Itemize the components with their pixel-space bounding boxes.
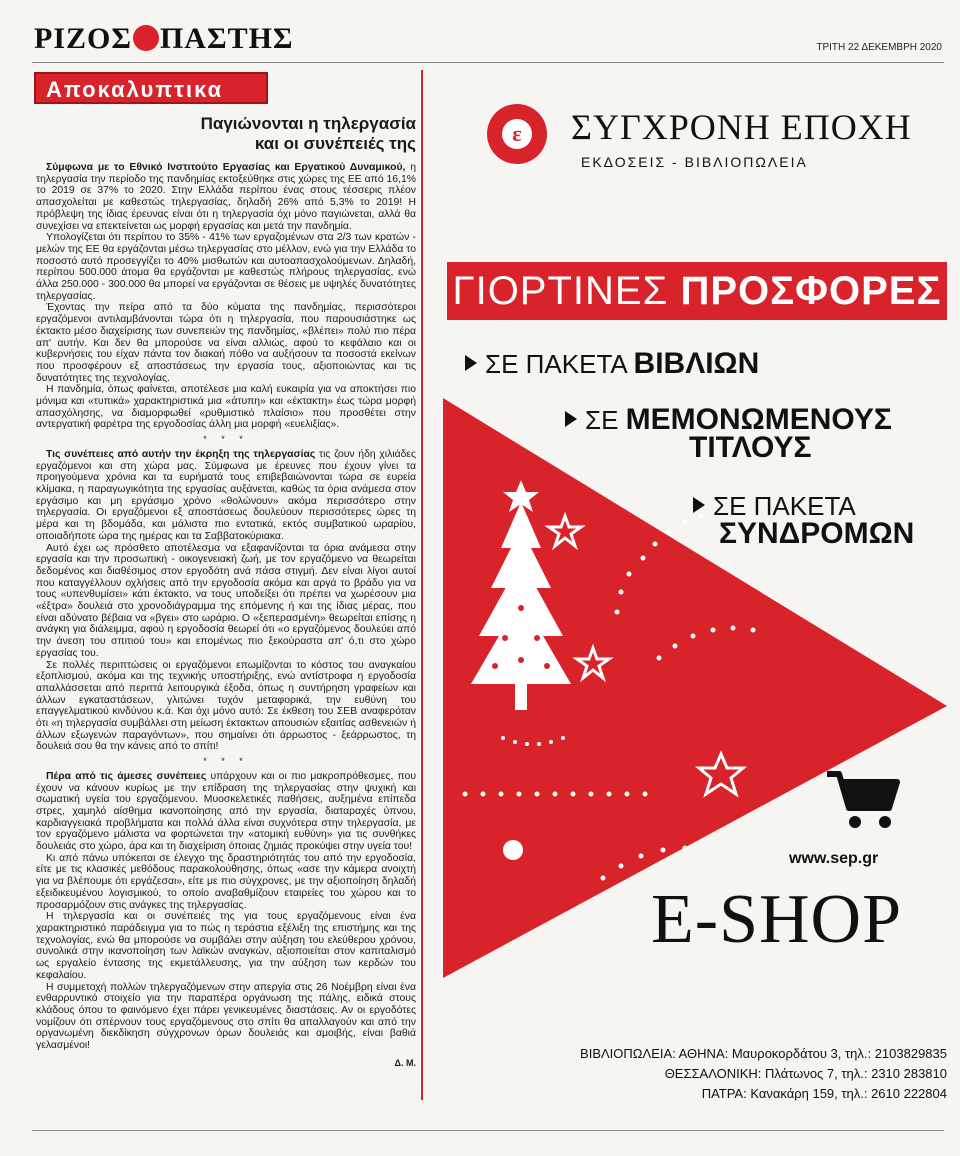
section-label: Αποκαλυπτικα [34, 72, 268, 104]
arrow-right-icon [565, 411, 577, 427]
top-divider [32, 62, 944, 63]
paragraph: Τις συνέπειες από αυτήν την έκρηξη της τηλεργασίας τις ζουν ήδη χιλιάδες εργαζόμενοι και στη χώρα μας. Σύμφωνα με έρευνες που έχουν γίνει τα προηγούμενα χρόνια και τα ευρήματά τους επιβεβαιώνονται τώρα σε ευρεία κλίμακα, η παραγωγικότητα της εργασίας αυξάνεται, καθώς τα όρια ανάμεσα στον εργάσιμο και μη εργάσιμο χρόνο «θολώνουν» ακόμα περισσότερο στην τηλεργασία. Οι εργαζόμενοι εξ αποστάσεως δουλεύουν περισσότερες ώρες τη μέρα και τη βδομάδα, και μάλιστα πιο εντατικά, εκτός συμβατικού ωραρίου, οποιαδήποτε ώρα της ημέρας και τα Σαββατοκύριακα. [36, 448, 417, 542]
column-divider [421, 70, 423, 1100]
paragraph: Αυτό έχει ως πρόσθετο αποτέλεσμα να εξαφανίζονται τα όρια ανάμεσα στην εργασία και την προσωπική - οικογενειακή ζωή, με τον εργαζόμενο να θεωρείται δεδομένος και διαθέσιμος στον εργοδότη ανά πάσα στιγμή. Δεν είναι λίγοι αυτοί που καταγγέλλουν οχλήσεις από την εργοδοσία ακόμα και αργά το βράδυ για να τους «υπενθυμίσει» κάτι έκτακτο, να τους υποδείξει ότι πρέπει να χωρέσουν μια «έξτρα» δουλειά στο χρονοδιάγραμμα της επόμενης ή και της ίδιας μέρας, που είναι αδύνατο βέβαια να «βγει» στο ωράριο. Ο «ξεπερασμένη» θεωρείται επίσης η ανάγκη για διάλειμμα, αφού η εργοδοσία θεωρεί ότι «ο εργαζόμενος δουλεύει από την άνεση του σπιτιού του» και επομένως πιο ξεκούραστα απ' ό,τι στο χώρο εργασίας του. [36, 542, 416, 659]
paragraph: Η τηλεργασία και οι συνέπειές της για τους εργαζόμενους είναι ένα χαρακτηριστικό παράδειγμα για το πώς η τεράστια εξέλιξη της επιστήμης και της τεχνολογίας, ενώ θα μπορούσε να συμβάλει στην αύξηση του ελεύθερου χρόνου, συνολικά στην ικανοποίηση των λαϊκών αναγκών, αξιοποιείται στον καπιταλισμό ως εργαλείο έντασης της εκμετάλλευσης, για την αύξηση των κερδών του κεφαλαίου. [36, 911, 416, 981]
arrow-right-icon [693, 497, 705, 513]
paragraph: Κι από πάνω υπόκειται σε έλεγχο της δραστηριότητάς του από την εργοδοσία, είτε με τις κλασικές μεθόδους παρακολούθησης, όπως «ασε την κάμερα ανοιχτή για να βλέπουμε ότι εργάζεσαι», είτε με πιο σύγχρονες, με την αξιοποίηση δηλαδή εξειδικευμένου λογισμικού, το οποίο αναβαθμίζουν εταιρείες του χώρου και το προσαρμόζουν στις ανάγκες της τηλεργασίας. [36, 852, 416, 911]
separator-stars: * * * [203, 756, 249, 767]
eshop-title: E-SHOP [651, 881, 903, 958]
address-athens: ΒΙΒΛΙΟΠΩΛΕΙΑ: ΑΘΗΝΑ: Μαυροκορδάτου 3, τηλ.: 2103829835 [580, 1046, 947, 1061]
offer-single-titles: ΣΕ ΜΕΜΟΝΩΜΕΝΟΥΣ ΤΙΤΛΟΥΣ [565, 406, 892, 462]
author-signature: Δ. Μ. [394, 1057, 416, 1068]
arrow-right-icon [465, 355, 477, 371]
offer-subscription-packages: ΣΕ ΠΑΚΕΤΑ ΣΥΝΔΡΟΜΩΝ [693, 492, 914, 548]
paragraph: Υπολογίζεται ότι περίπου το 35% - 41% των εργαζομένων στα 2/3 των κρατών - μελών της ΕΕ θα εργάζονται μέσω τηλεργασίας στο μέλλον, ενώ για την Ελλάδα το ποσοστό αυτό προσεγγίζει το 40% μισθωτών και αυτοαπασχολούμενων. Δηλαδή, περίπου 500.000 άτομα θα εργάζονται με καθεστώς πλήρους τηλεργασίας, ενώ άλλα 250.000 - 300.000 θα μπορεί να εργάζονται σε θέσεις με υψηλές δυνατότητες τηλεργασίας. [36, 232, 416, 302]
article-headline: Παγιώνονται η τηλεργασία και οι συνέπειές της [200, 114, 416, 153]
paragraph: Σύμφωνα με το Εθνικό Ινστιτούτο Εργασίας και Εργατικού Δυναμικού, η τηλεργασία την περίοδο της πανδημίας εκτοξεύθηκε στις χώρες της ΕΕ από 16,1% το 2019 σε 37% το 2020. Στην Ελλάδα περίπου ένας στους τέσσερις πλέον απασχολείται με καθεστώς τηλεργασίας, δηλαδή 26% από 5,3% το 2019! Η πρόβλεψη της ίδιας έρευνας είναι ότι η τηλεργασία όχι μόνο παγιώνεται, αλλά θα συνεχίσει να επεκτείνεται ως μορφή εργασίας και μετά την πανδημία. [36, 162, 416, 232]
holiday-offers-banner: ΓΙΟΡΤΙΝΕΣ ΠΡΟΣΦΟΡΕΣ [447, 262, 947, 320]
issue-date: ΤΡΙΤΗ 22 ΔΕΚΕΜΒΡΗ 2020 [816, 42, 942, 53]
shopping-cart-icon[interactable] [825, 768, 901, 832]
paragraph: Πέρα από τις άμεσες συνέπειες υπάρχουν και οι πιο μακροπρόθεσμες, που έχουν να κάνουν κυρίως με την επίδραση της τηλεργασίας στην ψυχική και σωματική υγεία του εργαζόμενου. Μυοσκελετικές παθήσεις, αυξημένα επίπεδα στρες, χαμηλό αίσθημα ικανοποίησης από την εργασία, διαταραχές ύπνου, καρδιαγγειακά προβλήματα και πολλά άλλα είναι συχνότερα στην τηλεργασία, με τον εργαζόμενο μάλιστα να φορτώνεται την «ατομική ευθύνη» για τις συνθήκες δουλειάς στο χώρο, άρα και τη διαχείριση όποιας ζημιάς προκύψει στην υγεία του! [36, 770, 417, 853]
bottom-divider [32, 1130, 944, 1131]
newspaper-masthead: ΡΙΖΟΣ ΠΑΣΤΗΣ [34, 22, 294, 55]
separator-stars: * * * [203, 434, 249, 445]
website-link[interactable]: www.sep.gr [789, 850, 879, 867]
article-body [36, 162, 416, 1069]
brand-subtitle: ΕΚΔΟΣΕΙΣ - ΒΙΒΛΙΟΠΩΛΕΙΑ [581, 154, 808, 170]
paragraph: Η πανδημία, όπως φαίνεται, αποτέλεσε μια καλή ευκαιρία για να αποκτήσει πιο μόνιμα και «τυπικά» χαρακτηριστικά μια «άτυπη» και «έκτακτη» έως τώρα μορφή απασχόλησης, να διαμορφωθεί «ρυθμιστικό πλαίσιο» που προσθέτει στην αντεργατική φαρέτρα της εργοδοσίας άλλη μια μορφή «ευελιξίας». [36, 384, 416, 431]
offer-book-packages: ΣΕ ΠΑΚΕΤΑ ΒΙΒΛΙΩΝ [465, 350, 759, 378]
address-patras: ΠΑΤΡΑ: Κανακάρη 159, τηλ.: 2610 222804 [701, 1086, 947, 1101]
brand-name: ΣΥΓΧΡΟΝΗ ΕΠΟΧΗ [571, 107, 912, 147]
masthead-logo-icon [133, 25, 159, 51]
bookstore-advertisement [443, 72, 947, 1112]
rose-logo-icon: ε [487, 104, 547, 164]
address-thessaloniki: ΘΕΣΣΑΛΟΝΙΚΗ: Πλάτωνος 7, τηλ.: 2310 283810 [664, 1066, 947, 1081]
paragraph: Η συμμετοχή πολλών τηλεργαζόμενων στην απεργία στις 26 Νοέμβρη είναι ένα ενθαρρυντικό στοιχείο για την παραπέρα οργάνωση της πάλης, ειδικά στους κλάδους όπου το φαινόμενο έχει πάρει γενικευμένες διαστάσεις. Αν οι εργοδότες νομίζουν ότι σπέρνουν τους εργαζόμενους στο σπίτι θα απαλλαγούν και από την οργανωμένη διεκδίκηση σύγχρονων όρων δουλειάς και αμοιβής, είναι βαθιά γελασμένοι! [36, 981, 416, 1052]
paragraph: Έχοντας την πείρα από τα δύο κύματα της πανδημίας, περισσότεροι εργαζόμενοι αντιλαμβάνονται τώρα ότι η τηλεργασία, που παρουσιάστηκε ως έκτακτο μέσο διαχείρισης των συνεπειών της πανδημίας, «βλέπει» πολύ πιο πέρα απ' αυτήν. Και δεν θα μπορούσε να είναι αλλιώς, αφού το κεφάλαιο και οι κυβερνήσεις του είχαν πάντα τον διακαή πόθο να αυξήσουν τα ποσοστά εκείνων που προσφέρουν εξ αποστάσεως την εργασία τους, αξιοποιώντας και τις δυνατότητες της τεχνολογίας. [36, 302, 416, 384]
paragraph: Σε πολλές περιπτώσεις οι εργαζόμενοι επωμίζονται το κόστος του αναγκαίου εξοπλισμού, ακόμα και της τεχνικής υποστήριξης, ενώ αντίστροφα η εργοδοσία απαλλάσσεται από περιττά λειτουργικά έξοδα, όπως η συντήρηση γραφείων και άλλων εγκαταστάσεων, γλιτώνει τυχόν μεταφορικά, την ευθύνη του επαγγελματικού κινδύνου κ.ά. Και όχι μόνο αυτό: Σε έκθεση του ΣΕΒ αναφερόταν ότι «η τηλεργασία συμβάλλει στη μείωση έκτακτων απουσιών εξαιτίας ασθενειών ή άλλων εξωγενών παραγόντων», που σημαίνει ότι άρρωστος - ξεάρρωστος, τη δουλειά σου θα την κάνεις από το σπίτι! [36, 659, 416, 753]
